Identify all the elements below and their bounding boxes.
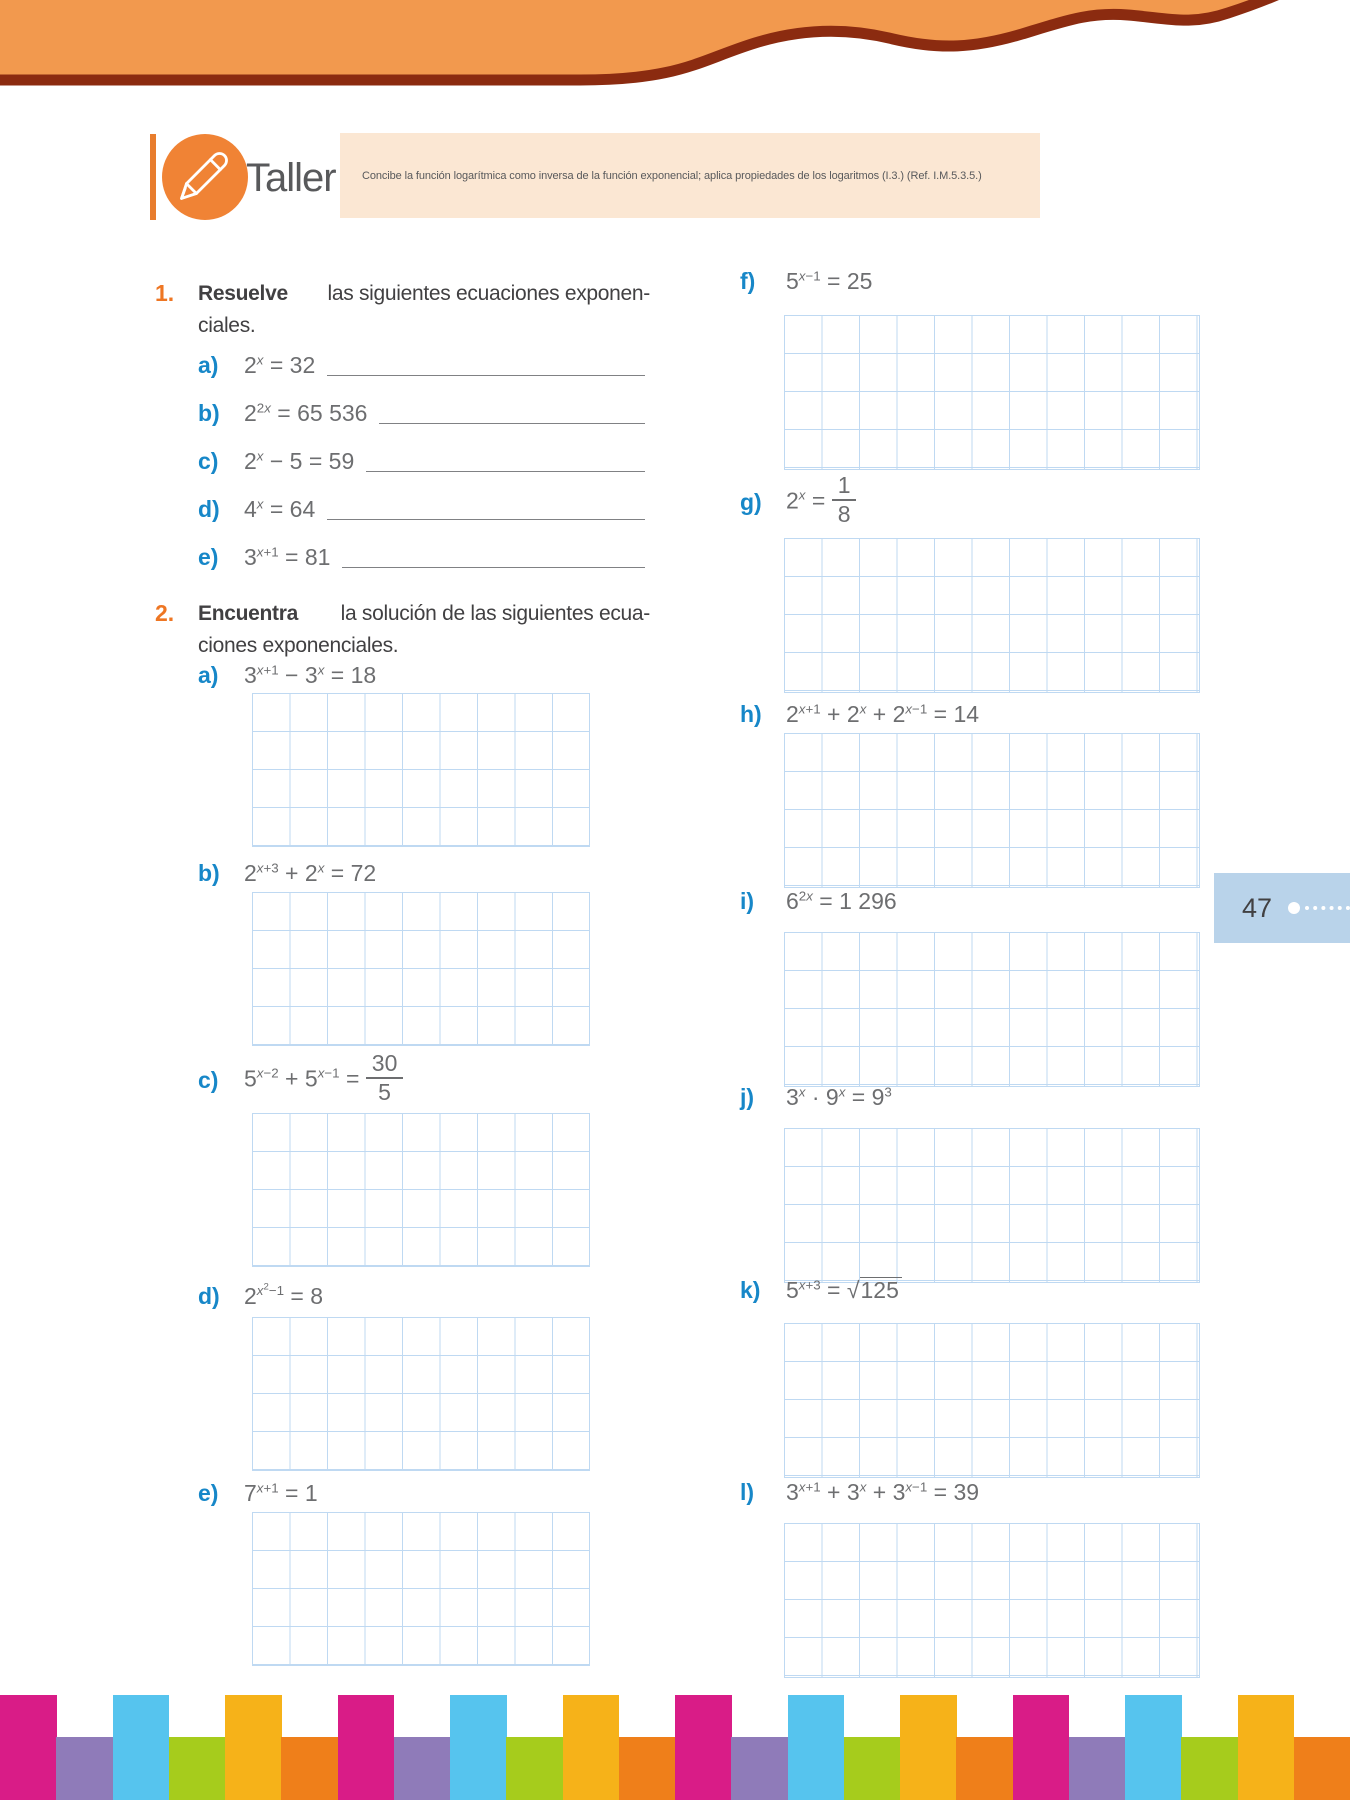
footer-bar: [731, 1737, 788, 1800]
exercise-2-item-g: [740, 470, 1200, 534]
page-number-dotted-line: [1305, 906, 1350, 910]
answer-line: [327, 519, 645, 520]
exercise-2-item-d: [198, 1282, 645, 1310]
answer-line: [342, 567, 645, 568]
item-equation: $2^{x+3} + 2^x = 72$: [244, 860, 377, 886]
footer-bar: [1294, 1737, 1350, 1800]
footer-bar: [956, 1737, 1013, 1800]
exercise-2-item-h: [740, 701, 1200, 728]
item-letter: i): [740, 888, 755, 914]
item-equation: $4^x = 64$: [244, 496, 316, 522]
item-letter: c): [198, 1066, 219, 1093]
exercise-2-item-b: [198, 860, 645, 887]
footer-bar: [563, 1695, 620, 1800]
item-equation: $3^{x+1} - 3^x = 18$: [244, 662, 377, 688]
item-letter: e): [198, 544, 219, 570]
prompt-line-1: [198, 598, 650, 630]
workshop-title: Taller: [246, 156, 336, 200]
footer-bar: [900, 1695, 957, 1800]
exercise-1-item-a: [198, 352, 645, 379]
page-number-dot: [1288, 902, 1300, 914]
item-equation: $2^{x^2-1} = 8$: [244, 1282, 324, 1310]
work-grid-2i: [784, 932, 1200, 1087]
item-letter: k): [740, 1277, 761, 1303]
item-letter: h): [740, 701, 762, 727]
exercise-2-item-i: [740, 888, 1200, 915]
footer-bar: [675, 1695, 732, 1800]
exercise-1-item-d: [198, 496, 645, 523]
prompt-bold-word: Encuentra: [198, 602, 298, 625]
footer-bar: [788, 1695, 845, 1800]
exercise-1-prompt: [198, 278, 650, 342]
item-letter: d): [198, 496, 220, 522]
footer-bar: [844, 1737, 901, 1800]
pencil-icon: [170, 142, 236, 212]
answer-line: [327, 375, 645, 376]
work-grid-2l: [784, 1523, 1200, 1678]
footer-bar: [0, 1695, 57, 1800]
exercise-2-item-l: [740, 1479, 1200, 1506]
page-number-box: [1214, 873, 1350, 943]
item-letter: b): [198, 400, 220, 426]
footer-bar: [56, 1737, 113, 1800]
exercise-2-number: 2.: [155, 600, 175, 626]
footer-bar: [1069, 1737, 1126, 1800]
exercise-1-item-e: [198, 544, 645, 571]
item-equation: $3^{x+1} = 81$: [244, 544, 331, 570]
prompt-line-1: [198, 278, 650, 310]
work-grid-2h: [784, 733, 1200, 888]
prompt-line-2: ciales.: [198, 314, 256, 337]
item-equation: $2^x$ = $\frac{1}{8}$: [786, 475, 856, 530]
work-grid-2c: [252, 1113, 590, 1267]
footer-bar: [1238, 1695, 1295, 1800]
item-equation: $7^{x+1} = 1$: [244, 1480, 318, 1506]
item-equation: $5^{x-1} = 25$: [786, 268, 873, 294]
prompt-line1-rest: la solución de las siguientes ecua-: [340, 602, 650, 625]
exercise-2-item-f: [740, 268, 1200, 295]
item-letter: b): [198, 860, 220, 886]
answer-line: [366, 471, 645, 472]
exercise-2-item-e: [198, 1480, 645, 1507]
footer-bar: [619, 1737, 676, 1800]
footer-bar: [113, 1695, 170, 1800]
work-grid-2f: [784, 315, 1200, 470]
item-letter: l): [740, 1479, 755, 1505]
item-equation: $2^{2x} = 65$ 536: [244, 400, 368, 426]
header-wave-path: [0, 0, 1322, 80]
prompt-bold-word: Resuelve: [198, 282, 288, 305]
exercise-1-number: 1.: [155, 280, 175, 306]
item-equation: $5^{x+3} = √125$: [786, 1277, 902, 1304]
work-grid-2e: [252, 1512, 590, 1666]
work-grid-2j: [784, 1128, 1200, 1283]
exercise-1-item-c: [198, 448, 645, 475]
footer-bar: [338, 1695, 395, 1800]
prompt-line1-rest: las siguientes ecuaciones exponen-: [327, 282, 650, 305]
exercise-2-item-k: [740, 1277, 1200, 1304]
item-equation: $5^{x-2} + 5^{x-1}$ = $\frac{30}{5}$: [244, 1053, 403, 1108]
footer-bar: [450, 1695, 507, 1800]
footer-bar: [1125, 1695, 1182, 1800]
page-number: 47: [1242, 892, 1273, 923]
exercise-2-prompt: [198, 598, 650, 662]
item-equation: $3^x \cdot 9^x = 9^3$: [786, 1084, 892, 1110]
footer-bar: [169, 1737, 226, 1800]
item-letter: g): [740, 488, 762, 515]
item-letter: j): [740, 1084, 755, 1110]
answer-line: [379, 423, 645, 424]
objective-text: Concibe la función logarítmica como inversa de la función exponencial; aplica propiedades de los logaritmos (I.3.) (Ref. I.M.5.3.5.): [362, 169, 982, 182]
exercise-2-item-a: [198, 662, 645, 689]
exercise-1-item-b: [198, 400, 645, 427]
footer-bar: [281, 1737, 338, 1800]
item-equation: $3^{x+1} + 3^x + 3^{x-1} = 39$: [786, 1479, 980, 1505]
item-letter: e): [198, 1480, 219, 1506]
item-equation: $2^{x+1} + 2^x + 2^{x-1} = 14$: [786, 701, 980, 727]
item-letter: a): [198, 352, 219, 378]
work-grid-2a: [252, 693, 590, 847]
exercise-2-item-j: [740, 1084, 1200, 1111]
footer-bar: [506, 1737, 563, 1800]
item-letter: c): [198, 448, 219, 474]
item-equation: $2^x = 32$: [244, 352, 316, 378]
prompt-line-2: ciones exponenciales.: [198, 634, 399, 657]
item-equation: $2^x - 5 = 59$: [244, 448, 355, 474]
header-wave: [0, 0, 1350, 130]
work-grid-2b: [252, 892, 590, 1046]
footer-bar: [225, 1695, 282, 1800]
work-grid-2k: [784, 1323, 1200, 1478]
work-grid-2d: [252, 1317, 590, 1471]
footer-bar: [1013, 1695, 1070, 1800]
item-letter: a): [198, 662, 219, 688]
footer-bar: [394, 1737, 451, 1800]
work-grid-2g: [784, 538, 1200, 693]
footer-bars: [0, 1695, 1350, 1800]
item-letter: f): [740, 268, 756, 294]
item-letter: d): [198, 1283, 220, 1310]
objective-box: [340, 133, 1040, 218]
footer-bar: [1181, 1737, 1238, 1800]
item-equation: $6^{2x} = 1$ 296: [786, 888, 897, 914]
badge-left-bar: [150, 134, 156, 220]
exercise-2-item-c: [198, 1048, 645, 1112]
